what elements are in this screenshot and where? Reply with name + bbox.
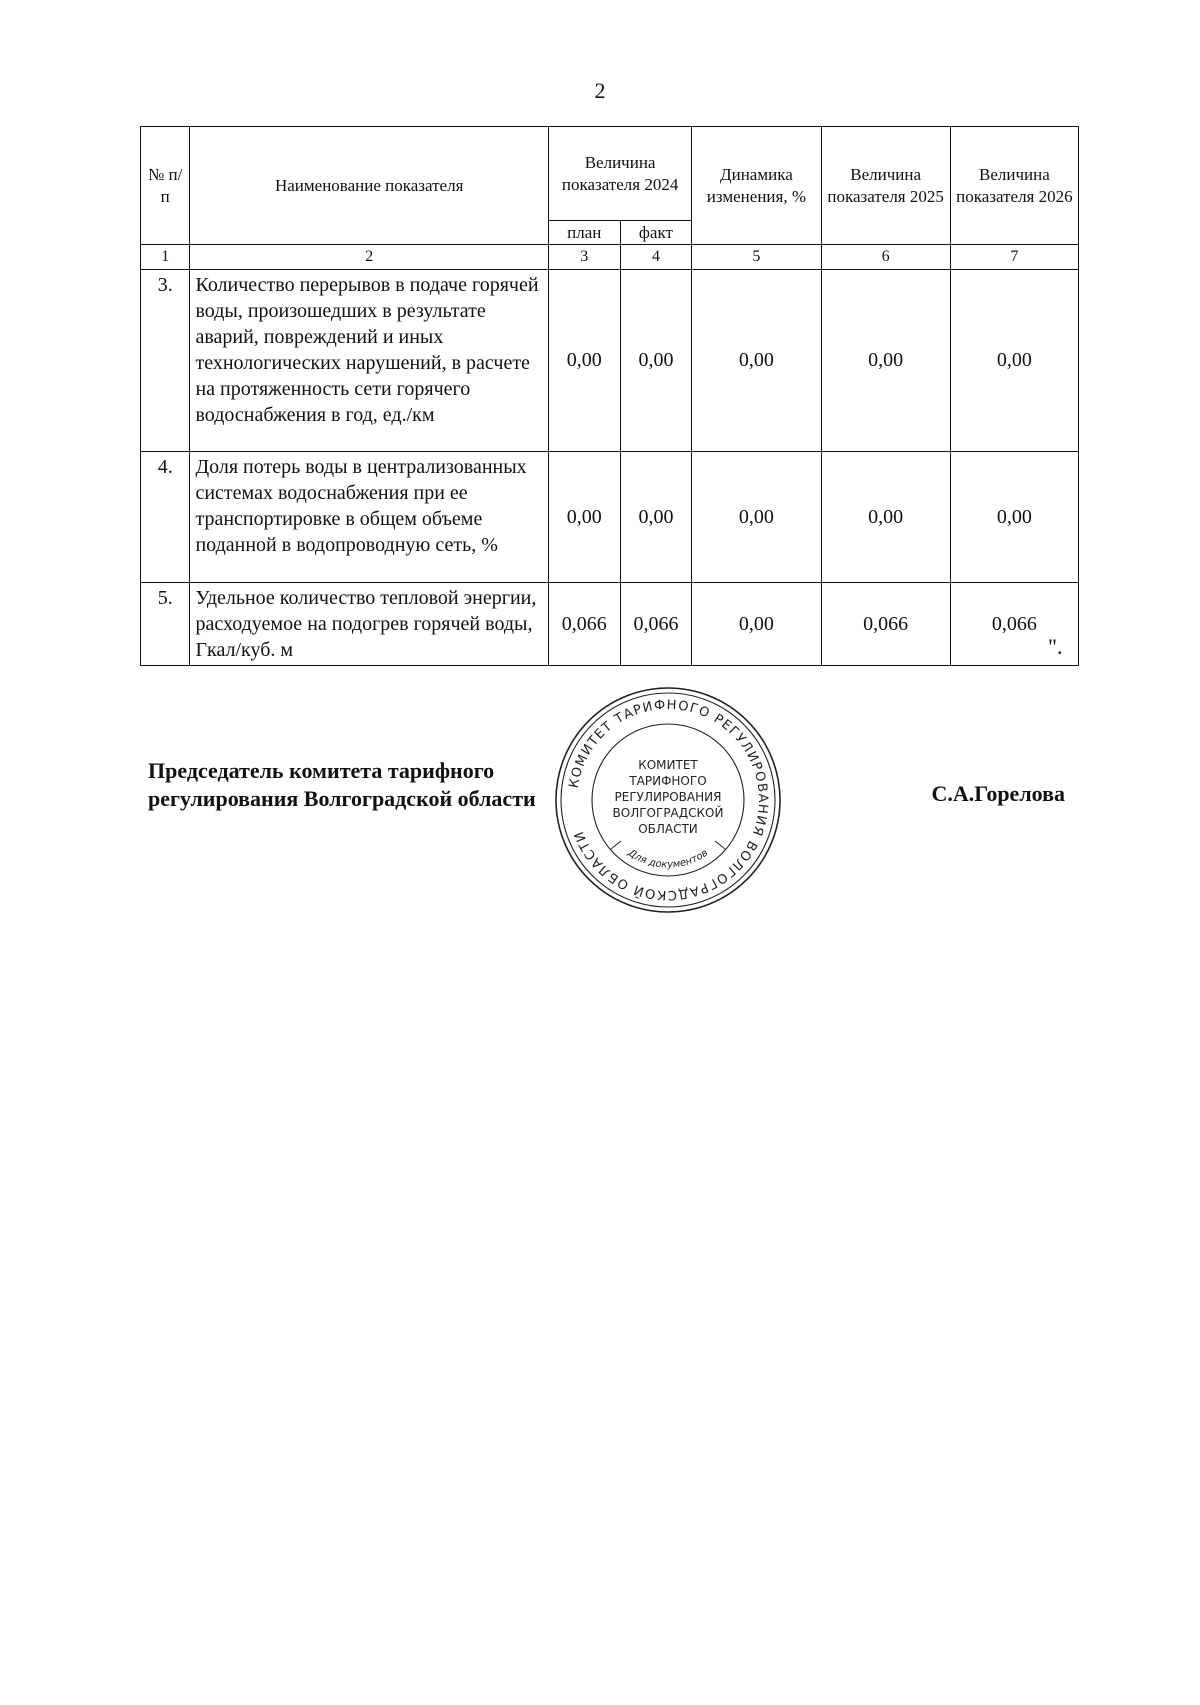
stamp-line: ВОЛГОГРАДСКОЙ [612, 806, 724, 820]
header-plan: план [548, 221, 620, 245]
indicator-name: Доля потерь воды в централизованных системах водоснабжения при ее транспортировке в общем объеме поданной в водопроводную сеть, % [190, 452, 548, 583]
signature-position-line2: регулирования Волгоградской области [148, 786, 536, 811]
value-2025: 0,066 [821, 583, 950, 666]
header-value-2024: Величина показателя 2024 [548, 127, 691, 221]
fact-value: 0,00 [620, 270, 692, 452]
indicators-table [140, 126, 1079, 666]
value-2025: 0,00 [821, 270, 950, 452]
value-2026: 0,00 [950, 452, 1078, 583]
signature-name: С.А.Горелова [931, 781, 1065, 806]
fact-value: 0,00 [620, 452, 692, 583]
stamp-line: КОМИТЕТ [638, 758, 698, 772]
value-2026: 0,00 [950, 270, 1078, 452]
column-number: 1 [141, 245, 190, 270]
plan-value: 0,066 [548, 583, 620, 666]
signature-position [148, 757, 536, 813]
row-number: 4. [141, 452, 190, 583]
row-number: 3. [141, 270, 190, 452]
stamp-line: ОБЛАСТИ [638, 822, 698, 836]
table-row [141, 270, 1079, 452]
stamp-outer-text: КОМИТЕТ ТАРИФНОГО РЕГУЛИРОВАНИЯ ВОЛГОГРАДСКОЙ ОБЛАСТИ [566, 697, 771, 903]
header-value-2025: Величина показателя 2025 [821, 127, 950, 245]
fact-value: 0,066 [620, 583, 692, 666]
row-number: 5. [141, 583, 190, 666]
indicator-name: Удельное количество тепловой энергии, расходуемое на подогрев горячей воды, Гкал/куб. м [190, 583, 548, 666]
indicator-name: Количество перерывов в подаче горячей воды, произошедших в результате аварий, повреждений и иных технологических нарушений, в расчете на протяженность сети горячего водоснабжения в год, ед./км [190, 270, 548, 452]
header-fact: факт [620, 221, 692, 245]
value-2025: 0,00 [821, 452, 950, 583]
plan-value: 0,00 [548, 270, 620, 452]
header-name: Наименование показателя [190, 127, 548, 245]
table-row [141, 583, 1079, 666]
stamp-line: ТАРИФНОГО [629, 774, 707, 788]
dynamics-value: 0,00 [692, 452, 821, 583]
value-2026: 0,066 [950, 583, 1078, 666]
column-number: 5 [692, 245, 821, 270]
official-stamp [553, 685, 783, 915]
header-dynamics: Динамика изменения, % [692, 127, 821, 245]
table-row [141, 452, 1079, 583]
dynamics-value: 0,00 [692, 270, 821, 452]
page-number: 2 [594, 78, 606, 103]
column-number: 7 [950, 245, 1078, 270]
signature-position-line1: Председатель комитета тарифного [148, 758, 495, 783]
stamp-seal [553, 685, 783, 915]
header-num: № п/п [141, 127, 190, 245]
stamp-line: РЕГУЛИРОВАНИЯ [614, 790, 722, 804]
column-number: 2 [190, 245, 548, 270]
closing-quote: ". [1048, 634, 1063, 659]
dynamics-value: 0,00 [692, 583, 821, 666]
column-number: 6 [821, 245, 950, 270]
svg-text:Для документов [625, 847, 710, 871]
stamp-bottom-text: Для документов [625, 847, 711, 871]
column-number: 4 [620, 245, 692, 270]
plan-value: 0,00 [548, 452, 620, 583]
header-value-2026: Величина показателя 2026 [950, 127, 1078, 245]
column-number: 3 [548, 245, 620, 270]
